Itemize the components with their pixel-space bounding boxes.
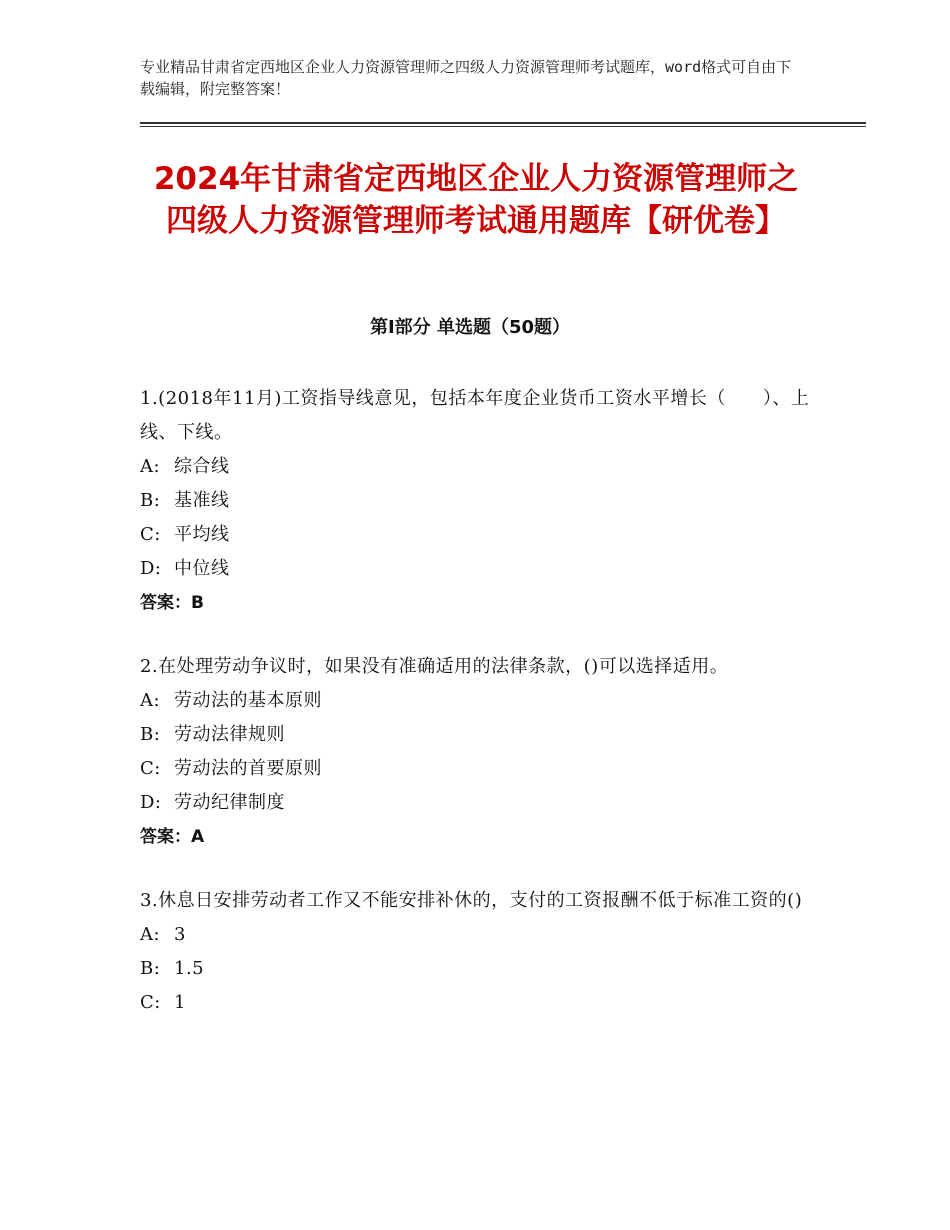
question-list [140, 382, 812, 1050]
question-2-stem: 2.在处理劳动争议时，如果没有准确适用的法律条款，()可以选择适用。 [140, 656, 729, 677]
question-3-option-a [140, 918, 812, 952]
question-3-stem: 3.休息日安排劳动者工作又不能安排补休的，支付的工资报酬不低于标准工资的() [140, 890, 803, 911]
question-2-option-d [140, 786, 812, 820]
option-key: B: [140, 724, 161, 745]
option-key: D: [140, 558, 162, 579]
question-1-stem: 1.(2018年11月)工资指导线意见，包括本年度企业货币工资水平增长（ ）、上线、下线。 [140, 388, 810, 443]
question-2-option-c [140, 752, 812, 786]
option-key: B: [140, 490, 161, 511]
option-text: 1.5 [174, 958, 205, 979]
question-1 [140, 382, 812, 620]
option-text: 基准线 [174, 490, 230, 511]
answer-label: 答案： [140, 593, 191, 613]
option-key: A: [140, 690, 161, 711]
option-text: 3 [174, 924, 186, 945]
option-text: 1 [174, 992, 186, 1013]
question-2 [140, 650, 812, 854]
question-1-answer [140, 586, 812, 620]
option-text: 平均线 [174, 524, 230, 545]
option-text: 劳动纪律制度 [174, 792, 285, 813]
option-key: C: [140, 758, 161, 779]
header-note: 专业精品甘肃省定西地区企业人力资源管理师之四级人力资源管理师考试题库，word格式可自由下载编辑，附完整答案！ [140, 58, 792, 98]
option-text: 劳动法的首要原则 [174, 758, 322, 779]
question-3 [140, 884, 812, 1020]
header-rule-thick [140, 122, 866, 124]
option-text: 劳动法律规则 [174, 724, 285, 745]
option-text: 中位线 [174, 558, 230, 579]
question-1-option-a [140, 450, 812, 484]
question-1-option-b [140, 484, 812, 518]
question-2-option-b [140, 718, 812, 752]
document-title: 2024年甘肃省定西地区企业人力资源管理师之四级人力资源管理师考试通用题库【研优卷】 [153, 161, 799, 239]
option-key: A: [140, 456, 161, 477]
question-1-option-d [140, 552, 812, 586]
option-key: C: [140, 992, 161, 1013]
answer-label: 答案： [140, 827, 191, 847]
question-2-option-a [140, 684, 812, 718]
question-3-option-c [140, 986, 812, 1020]
question-3-option-b [140, 952, 812, 986]
answer-value: A [191, 827, 205, 847]
header-rule-thin [140, 126, 866, 127]
option-text: 劳动法的基本原则 [174, 690, 322, 711]
option-key: D: [140, 792, 162, 813]
option-key: B: [140, 958, 161, 979]
option-key: C: [140, 524, 161, 545]
option-key: A: [140, 924, 161, 945]
section-title: 第Ⅰ部分 单选题（50题） [369, 317, 570, 338]
question-2-answer [140, 820, 812, 854]
question-1-option-c [140, 518, 812, 552]
answer-value: B [191, 593, 204, 613]
option-text: 综合线 [174, 456, 230, 477]
